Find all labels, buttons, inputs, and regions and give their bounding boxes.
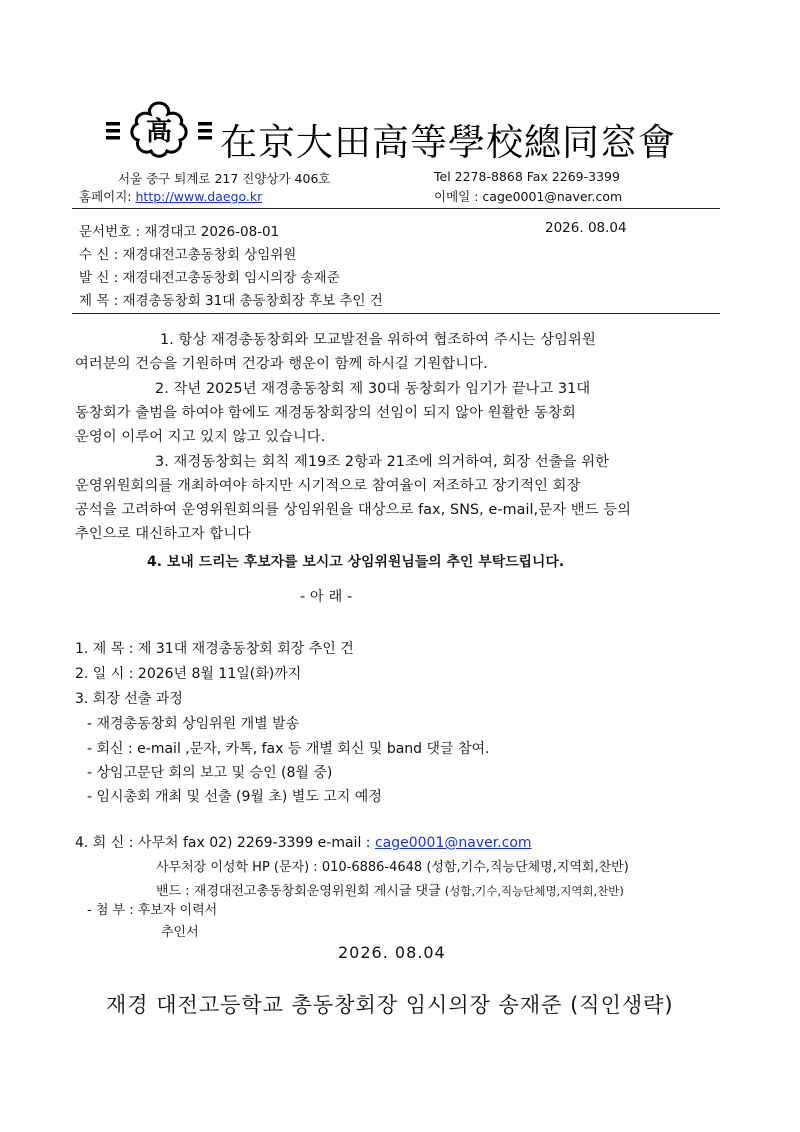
- paragraph-2-line-1: 2. 작년 2025년 재경총동창회 제 30대 동창회가 임기가 끝나고 31대: [155, 381, 591, 397]
- meta-divider: [72, 313, 720, 314]
- reply-secretary: 사무처장 이성학 HP (문자) : 010-6886-4648 (성함,기수,직능단체명,지역회,찬반): [156, 860, 629, 875]
- paragraph-3-line-4: 추인으로 대신하고자 합니다: [75, 526, 252, 542]
- reply-band-note: (성함,기수,직능단체명,지역회,찬반): [444, 884, 624, 898]
- email-address: cage0001@naver.com: [482, 189, 623, 204]
- doc-number: 문서번호 : 재경대고 2026-08-01: [79, 224, 280, 240]
- org-name: 在京大田高等學校總同窓會: [220, 121, 676, 164]
- email-label: 이메일 :: [434, 189, 479, 204]
- reply-email-link[interactable]: cage0001@naver.com: [374, 835, 532, 851]
- tel-fax: Tel 2278-8868 Fax 2269-3399: [434, 169, 620, 184]
- homepage-label: 홈페이지:: [79, 189, 132, 204]
- school-emblem-logo: [104, 100, 214, 160]
- paragraph-3-line-2: 운영위원회의를 개최하여야 하지만 시기적으로 참여율이 저조하고 장기적인 회장: [75, 478, 581, 494]
- recipient: 수 신 : 재경대전고총동창회 상임위원: [79, 247, 297, 263]
- email-row: [434, 187, 622, 205]
- paragraph-2-line-3: 운영이 이루어 지고 있지 않고 있습니다.: [75, 429, 326, 445]
- org-address: 서울 중구 퇴계로 217 진양상가 406호: [118, 171, 331, 186]
- homepage-row: [79, 187, 262, 205]
- detail-item-date: 2. 일 시 : 2026년 8월 11일(화)까지: [75, 666, 302, 682]
- process-step-1: - 재경총동창회 상임위원 개별 발송: [87, 716, 300, 732]
- reply-label: 4. 회 신 : 사무처 fax 02) 2269-3399 e-mail :: [75, 835, 371, 851]
- paragraph-1-line-1: 1. 항상 재경총동창회와 모교발전을 위하여 협조하여 주시는 상임위원: [160, 332, 596, 348]
- detail-item-subject: 1. 제 목 : 제 31대 재경총동창회 회장 추인 건: [75, 641, 354, 657]
- signature-line: 재경 대전고등학교 총동창회장 임시의장 송재준 (직인생략): [106, 993, 674, 1017]
- svg-text:高: 高: [145, 117, 173, 147]
- attachment-2: 추인서: [161, 925, 199, 940]
- detail-item-process: 3. 회장 선출 과정: [75, 691, 183, 707]
- homepage-link[interactable]: http://www.daego.kr: [135, 189, 263, 204]
- paragraph-4: 4. 보내 드리는 후보자를 보시고 상임위원님들의 추인 부탁드립니다.: [147, 554, 565, 570]
- attachment-1: - 첨 부 : 후보자 이력서: [87, 903, 218, 918]
- reply-band-main: 밴드 : 재경대전고총동창회운영위원회 게시글 댓글: [156, 884, 441, 899]
- reply-band: [156, 880, 624, 899]
- paragraph-3-line-1: 3. 재경동창회는 회칙 제19조 2항과 21조에 의거하여, 회장 선출을 위한: [155, 454, 610, 470]
- doc-date: 2026. 08.04: [545, 220, 627, 236]
- sender: 발 신 : 재경대전고총동창회 임시의장 송재준: [79, 270, 340, 286]
- footer-date: 2026. 08.04: [338, 943, 446, 962]
- paragraph-2-line-2: 동창회가 출범을 하여야 함에도 재경동창회장의 선임이 되지 않아 원활한 동창회: [75, 405, 576, 421]
- subject: 제 목 : 재경총동창회 31대 총동창회장 후보 추인 건: [79, 293, 383, 309]
- process-step-3: - 상임고문단 회의 보고 및 승인 (8월 중): [87, 765, 333, 781]
- process-step-2: - 회신 : e-mail ,문자, 카톡, fax 등 개별 회신 및 band 댓글 참여.: [87, 741, 490, 757]
- reply-contact: [75, 832, 532, 852]
- paragraph-1-line-2: 여러분의 건승을 기원하며 건강과 행운이 함께 하시길 기원합니다.: [75, 356, 488, 372]
- process-step-4: - 임시총회 개최 및 선출 (9월 초) 별도 고지 예정: [87, 789, 382, 805]
- paragraph-3-line-3: 공석을 고려하여 운영위원회의를 상임위원을 대상으로 fax, SNS, e-mail,문자 밴드 등의: [75, 502, 632, 518]
- header-divider: [72, 208, 720, 209]
- below-heading: - 아 래 -: [300, 589, 353, 605]
